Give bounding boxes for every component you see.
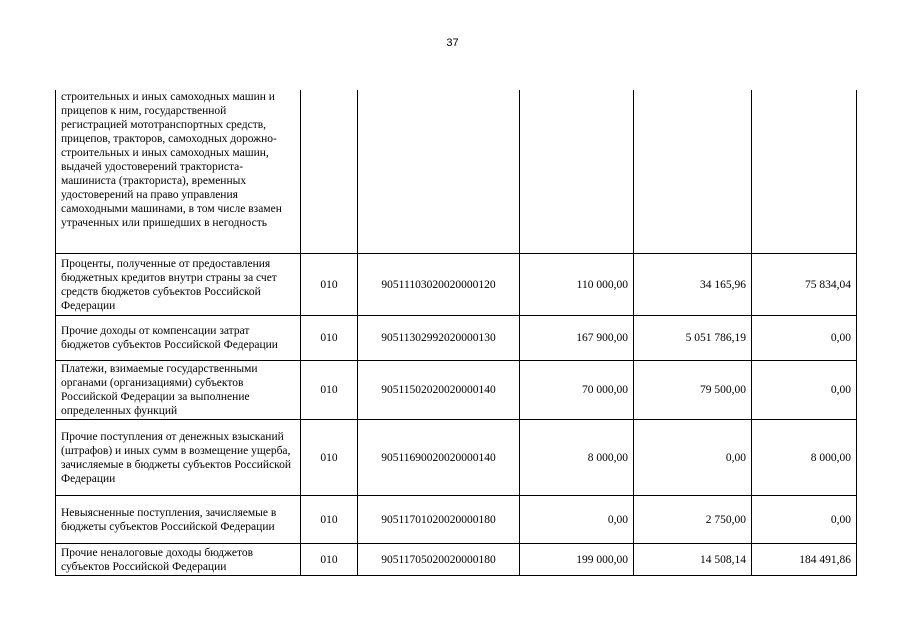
unexecuted-amount-cell (752, 90, 857, 254)
budget-classification-code-cell: 90511705020020000180 (358, 544, 520, 576)
executed-amount-cell: 5 051 786,19 (634, 316, 752, 361)
line-code-cell: 010 (301, 361, 358, 420)
approved-amount-cell: 167 900,00 (520, 316, 634, 361)
approved-amount-cell: 0,00 (520, 496, 634, 544)
table-row (56, 361, 857, 420)
budget-classification-code-cell (358, 90, 520, 254)
income-name-cell: строительных и иных самоходных машин и прицепов к ним, государственной регистрацией мототранспортных средств, прицепов, тракторов, самоходных дорожно-строительных и иных самоходных машин, выдачей удостоверений тракториста-машиниста (тракториста), временных удостоверений на право управления самоходными машинами, в том числе взамен утраченных или пришедших в негодность (56, 90, 301, 254)
income-name-cell: Прочие поступления от денежных взысканий (штрафов) и иных сумм в возмещение ущерба, зачисляемые в бюджеты субъектов Российской Федерации (56, 420, 301, 496)
approved-amount-cell (520, 90, 634, 254)
unexecuted-amount-cell: 0,00 (752, 316, 857, 361)
executed-amount-cell: 79 500,00 (634, 361, 752, 420)
income-name-cell: Проценты, полученные от предоставления бюджетных кредитов внутри страны за счет средств бюджетов субъектов Российской Федерации (56, 254, 301, 316)
income-name-cell: Прочие неналоговые доходы бюджетов субъектов Российской Федерации (56, 544, 301, 576)
budget-classification-code-cell: 90511502020020000140 (358, 361, 520, 420)
table-row (56, 496, 857, 544)
budget-classification-code-cell: 90511690020020000140 (358, 420, 520, 496)
executed-amount-cell: 0,00 (634, 420, 752, 496)
budget-income-table (55, 90, 857, 576)
table-row (56, 90, 857, 254)
budget-classification-code-cell: 90511302992020000130 (358, 316, 520, 361)
executed-amount-cell (634, 90, 752, 254)
income-name-cell: Платежи, взимаемые государственными органами (организациями) субъектов Российской Федерации за выполнение определенных функций (56, 361, 301, 420)
budget-classification-code-cell: 90511103020020000120 (358, 254, 520, 316)
table-row (56, 316, 857, 361)
income-name-cell: Прочие доходы от компенсации затрат бюджетов субъектов Российской Федерации (56, 316, 301, 361)
line-code-cell: 010 (301, 420, 358, 496)
approved-amount-cell: 110 000,00 (520, 254, 634, 316)
income-name-cell: Невыясненные поступления, зачисляемые в бюджеты субъектов Российской Федерации (56, 496, 301, 544)
table-row (56, 254, 857, 316)
approved-amount-cell: 70 000,00 (520, 361, 634, 420)
approved-amount-cell: 8 000,00 (520, 420, 634, 496)
executed-amount-cell: 14 508,14 (634, 544, 752, 576)
unexecuted-amount-cell: 184 491,86 (752, 544, 857, 576)
line-code-cell: 010 (301, 544, 358, 576)
executed-amount-cell: 2 750,00 (634, 496, 752, 544)
unexecuted-amount-cell: 8 000,00 (752, 420, 857, 496)
unexecuted-amount-cell: 0,00 (752, 496, 857, 544)
budget-classification-code-cell: 90511701020020000180 (358, 496, 520, 544)
line-code-cell: 010 (301, 316, 358, 361)
line-code-cell: 010 (301, 496, 358, 544)
page-number: 37 (446, 37, 459, 49)
line-code-cell: 010 (301, 254, 358, 316)
table-row (56, 420, 857, 496)
unexecuted-amount-cell: 75 834,04 (752, 254, 857, 316)
unexecuted-amount-cell: 0,00 (752, 361, 857, 420)
executed-amount-cell: 34 165,96 (634, 254, 752, 316)
line-code-cell (301, 90, 358, 254)
approved-amount-cell: 199 000,00 (520, 544, 634, 576)
table-row (56, 544, 857, 576)
